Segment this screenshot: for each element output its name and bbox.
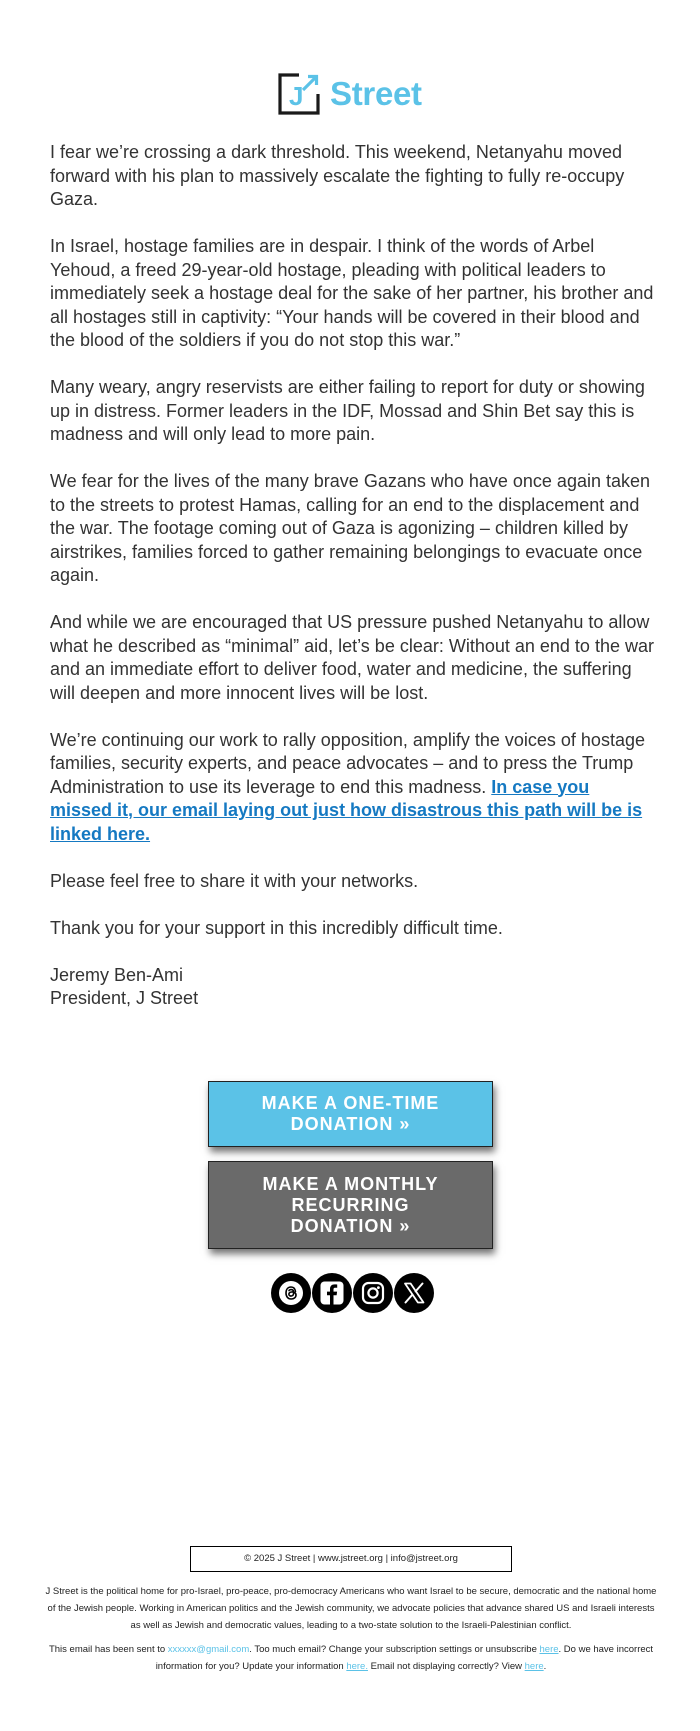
update-info-link[interactable]: here. (346, 1661, 368, 1672)
paragraph-4: We fear for the lives of the many brave Gazans who have once again taken to the streets to protest Hamas, calling for an end to the displacement and the war. The footage coming out of Gaza is agonizing – children killed by airstrikes, families forced to gather remaining belongings to evacuate once again. (50, 471, 651, 585)
monthly-donation-button[interactable] (208, 1161, 493, 1249)
signature-name: Jeremy Ben-Ami (50, 964, 184, 985)
paragraph-1: I fear we’re crossing a dark threshold. This weekend, Netanyahu moved forward with his plan to massively escalate the fighting to fully re-occupy Gaza. (50, 142, 625, 209)
x-icon (401, 1280, 427, 1306)
footer-copyright-box (190, 1546, 512, 1572)
sent-mid-3: Email not displaying correctly? View (367, 1661, 525, 1672)
signature-title: President, J Street (50, 988, 199, 1008)
sent-mid-1: . Too much email? Change your subscription settings or unsubscribe (249, 1644, 540, 1655)
unsubscribe-link[interactable]: here (539, 1644, 559, 1655)
paragraph-6-text: We’re continuing our work to rally opposition, amplify the voices of hostage families, security experts, and peace advocates – and to press the Trump Administration to use its leverage to end this madness. (50, 729, 645, 797)
sent-end: . (543, 1661, 547, 1672)
one-time-donation-label: MAKE A ONE-TIME DONATION » (261, 1093, 440, 1134)
signature (50, 964, 655, 1011)
x-link[interactable] (394, 1273, 434, 1313)
previous-email-link[interactable]: In case you missed it, our email laying out just how disastrous this path will be is linked here. (50, 776, 643, 844)
instagram-icon (360, 1280, 386, 1306)
logo-wordmark: Street (330, 75, 422, 112)
thanks-note: Thank you for your support in this incredibly difficult time. (50, 917, 503, 938)
letter-body (50, 141, 655, 1034)
monthly-donation-label: MAKE A MONTHLY RECURRING DONATION » (262, 1173, 439, 1236)
sent-mid-2: . Do we have incorrect information for you? Update your information (155, 1644, 654, 1672)
footer-copyright: © 2025 J Street | www.jstreet.org | info@jstreet.org (244, 1553, 458, 1564)
sent-prefix: This email has been sent to (48, 1644, 168, 1655)
social-links (271, 1273, 435, 1313)
paragraph-3: Many weary, angry reservists are either failing to report for duty or showing up in distress. Former leaders in the IDF, Mossad and Shin Bet say this is madness and will only lead to more pain. (50, 377, 645, 444)
threads-icon (278, 1280, 304, 1306)
view-in-browser-link[interactable]: here (524, 1661, 544, 1672)
instagram-link[interactable] (353, 1273, 393, 1313)
j-street-logo[interactable] (277, 72, 422, 116)
threads-link[interactable] (271, 1273, 311, 1313)
paragraph-5: And while we are encouraged that US pressure pushed Netanyahu to allow what he described as “minimal” aid, let’s be clear: Without an end to the war and an immediate effort to deliver food, water and medicine, the suffering will deepen and more innocent lives will be lost. (50, 612, 654, 703)
facebook-link[interactable] (312, 1273, 352, 1313)
facebook-icon (319, 1280, 345, 1306)
footer-subscription-note (45, 1641, 657, 1675)
share-note: Please feel free to share it with your networks. (50, 870, 419, 891)
one-time-donation-button[interactable] (208, 1081, 493, 1147)
logo-letter: J (289, 81, 304, 111)
paragraph-6 (50, 729, 655, 847)
j-street-logo-mark-icon (277, 72, 321, 116)
paragraph-2: In Israel, hostage families are in despair. I think of the words of Arbel Yehoud, a freed 29-year-old hostage, pleading with political leaders to immediately seek a hostage deal for the sake of her partner, his brother and all hostages still in captivity: “Your hands will be covered in their blood and the blood of the soldiers if you do not stop this war.” (50, 236, 654, 350)
footer-about: J Street is the political home for pro-Israel, pro-peace, pro-democracy Americans who want Israel to be secure, democratic and the national home of the Jewish people. Working in American politics and the Jewish community, we advocate policies that advance shared US and Israeli interests as well as Jewish and democratic values, leading to a two-state solution to the Israeli-Palestinian conflict. (45, 1586, 657, 1631)
recipient-email: xxxxxx@gmail.com (167, 1644, 250, 1655)
